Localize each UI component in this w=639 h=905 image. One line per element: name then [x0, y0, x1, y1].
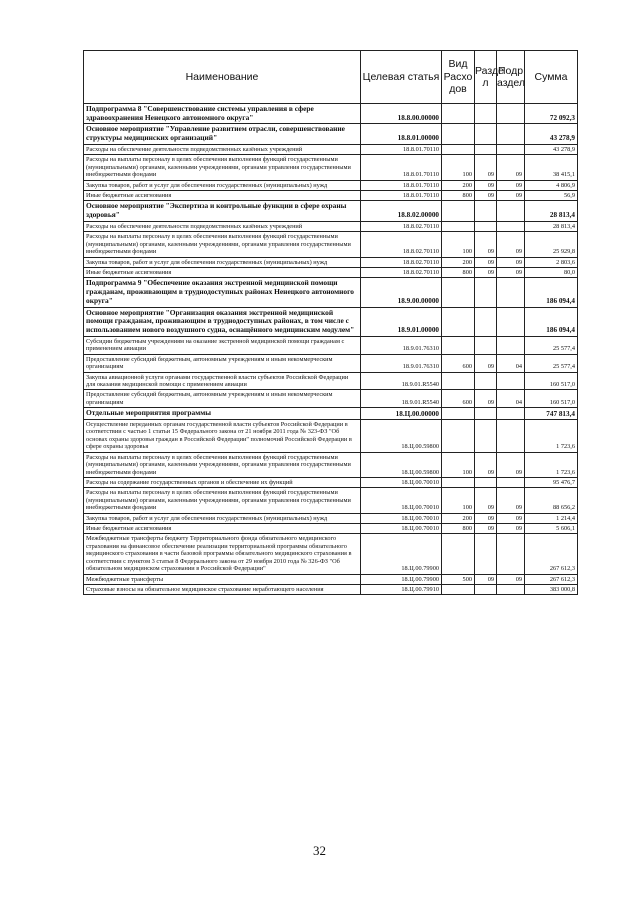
row-section — [475, 419, 497, 452]
row-subsection — [497, 221, 525, 231]
table-row — [84, 104, 578, 124]
row-expense-type: 800 — [442, 191, 475, 201]
row-article: 18.8.01.70110 — [361, 191, 442, 201]
row-name: Расходы на выплаты персоналу в целях обеспечения выполнения функций государственными (муниципальными) органами, казенными учреждениями, органами управления государственными внебюджетными фондами — [84, 232, 361, 257]
row-article: 18.Ц.00.59800 — [361, 419, 442, 452]
row-article: 18.8.01.70110 — [361, 144, 442, 154]
row-expense-type: 200 — [442, 257, 475, 267]
row-article: 18.8.01.00000 — [361, 124, 442, 144]
header-subsection: Подр аздел — [497, 51, 525, 104]
row-article: 18.Ц.00.70010 — [361, 477, 442, 487]
row-section — [475, 201, 497, 221]
row-article: 18.Ц.00.70010 — [361, 524, 442, 534]
row-expense-type — [442, 124, 475, 144]
row-sum: 1 723,6 — [525, 419, 578, 452]
row-subsection — [497, 307, 525, 336]
row-section: 09 — [475, 524, 497, 534]
table-row — [84, 488, 578, 513]
table-row — [84, 155, 578, 180]
row-section: 09 — [475, 574, 497, 584]
row-article: 18.Ц.00.79910 — [361, 585, 442, 595]
row-expense-type — [442, 104, 475, 124]
row-section — [475, 585, 497, 595]
row-article: 18.8.02.70110 — [361, 232, 442, 257]
page-number: 32 — [313, 843, 326, 858]
table-row — [84, 513, 578, 523]
row-subsection — [497, 124, 525, 144]
row-expense-type — [442, 477, 475, 487]
header-section: Разде л — [475, 51, 497, 104]
row-sum: 2 803,6 — [525, 257, 578, 267]
row-name: Подпрограмма 8 "Совершенствование системы управления в сфере здравоохранения Ненецкого автономного округа" — [84, 104, 361, 124]
row-subsection — [497, 534, 525, 574]
table-row — [84, 534, 578, 574]
table-row — [84, 307, 578, 336]
table-row — [84, 221, 578, 231]
row-subsection — [497, 372, 525, 390]
row-subsection: 04 — [497, 390, 525, 408]
row-name: Расходы на выплаты персоналу в целях обеспечения выполнения функций государственными (муниципальными) органами, казенными учреждениями, органами управления государственными внебюджетными фондами — [84, 155, 361, 180]
row-expense-type — [442, 307, 475, 336]
row-section — [475, 477, 497, 487]
row-subsection — [497, 201, 525, 221]
row-article: 18.8.01.70110 — [361, 180, 442, 190]
table-row — [84, 354, 578, 372]
row-article: 18.Ц.00.70010 — [361, 513, 442, 523]
table-row — [84, 408, 578, 420]
row-expense-type — [442, 372, 475, 390]
row-sum: 43 278,9 — [525, 124, 578, 144]
table-row — [84, 390, 578, 408]
row-sum: 56,9 — [525, 191, 578, 201]
row-expense-type: 800 — [442, 524, 475, 534]
row-expense-type: 100 — [442, 155, 475, 180]
row-section: 09 — [475, 268, 497, 278]
row-name: Иные бюджетные ассигнования — [84, 524, 361, 534]
row-subsection: 09 — [497, 488, 525, 513]
row-expense-type — [442, 534, 475, 574]
table-row — [84, 257, 578, 267]
row-section: 09 — [475, 232, 497, 257]
row-sum: 267 612,3 — [525, 574, 578, 584]
row-sum: 88 656,2 — [525, 488, 578, 513]
table-row — [84, 201, 578, 221]
table-row — [84, 419, 578, 452]
row-sum: 28 813,4 — [525, 221, 578, 231]
row-sum: 383 000,8 — [525, 585, 578, 595]
row-name: Расходы на выплаты персоналу в целях обеспечения выполнения функций государственными (муниципальными) органами, казенными учреждениями, органами управления государственными внебюджетными фондами — [84, 488, 361, 513]
row-name: Основное мероприятие "Управление развитием отрасли, совершенствование структуры медицинских организаций" — [84, 124, 361, 144]
row-sum: 5 606,1 — [525, 524, 578, 534]
row-section — [475, 534, 497, 574]
table-row — [84, 278, 578, 307]
row-article: 18.9.01.76310 — [361, 354, 442, 372]
table-row — [84, 524, 578, 534]
row-expense-type: 200 — [442, 180, 475, 190]
row-name: Основное мероприятие "Организация оказания экстренной медицинской помощи гражданам, проживающим в труднодоступных районах, в том числе с использованием нового воздушного судна, оснащённого медицинским модулем" — [84, 307, 361, 336]
row-article: 18.8.02.70110 — [361, 268, 442, 278]
row-name: Предоставление субсидий бюджетным, автономным учреждениям и иным некоммерческим организациям — [84, 354, 361, 372]
row-subsection — [497, 336, 525, 354]
row-subsection: 09 — [497, 257, 525, 267]
row-expense-type — [442, 585, 475, 595]
table-row — [84, 452, 578, 477]
table-row — [84, 180, 578, 190]
header-article: Целевая статья — [361, 51, 442, 104]
row-subsection: 09 — [497, 232, 525, 257]
row-article: 18.9.01.00000 — [361, 307, 442, 336]
row-name: Закупка товаров, работ и услуг для обеспечения государственных (муниципальных) нужд — [84, 513, 361, 523]
row-subsection: 09 — [497, 191, 525, 201]
row-expense-type: 800 — [442, 268, 475, 278]
row-section: 09 — [475, 354, 497, 372]
row-name: Закупка товаров, работ и услуг для обеспечения государственных (муниципальных) нужд — [84, 257, 361, 267]
row-name: Расходы на выплаты персоналу в целях обеспечения выполнения функций государственными (муниципальными) органами, казенными учреждениями, органами управления государственными внебюджетными фондами — [84, 452, 361, 477]
row-name: Иные бюджетные ассигнования — [84, 191, 361, 201]
row-subsection: 09 — [497, 180, 525, 190]
table-row — [84, 336, 578, 354]
row-article: 18.9.01.R5540 — [361, 372, 442, 390]
row-expense-type — [442, 201, 475, 221]
row-article: 18.Ц.00.79900 — [361, 534, 442, 574]
row-sum: 4 806,9 — [525, 180, 578, 190]
row-expense-type: 100 — [442, 452, 475, 477]
row-subsection — [497, 104, 525, 124]
table-row — [84, 268, 578, 278]
row-article: 18.9.01.R5540 — [361, 390, 442, 408]
row-name: Иные бюджетные ассигнования — [84, 268, 361, 278]
row-section: 09 — [475, 488, 497, 513]
table-row — [84, 372, 578, 390]
row-section — [475, 278, 497, 307]
row-name: Закупка товаров, работ и услуг для обеспечения государственных (муниципальных) нужд — [84, 180, 361, 190]
budget-table — [83, 50, 578, 595]
row-subsection: 09 — [497, 513, 525, 523]
row-article: 18.Ц.00.79900 — [361, 574, 442, 584]
table-row — [84, 191, 578, 201]
row-subsection — [497, 419, 525, 452]
row-name: Расходы на обеспечение деятельности подведомственных казённых учреждений — [84, 221, 361, 231]
row-section: 09 — [475, 513, 497, 523]
row-section — [475, 104, 497, 124]
row-subsection — [497, 408, 525, 420]
row-article: 18.9.00.00000 — [361, 278, 442, 307]
row-sum: 186 094,4 — [525, 307, 578, 336]
row-expense-type — [442, 408, 475, 420]
row-name: Межбюджетные трансферты бюджету Территориального фонда обязательного медицинского страхования на финансовое обеспечение реализации территориальной программы обязательного медицинского страхования в части базовой программы обязательного медицинского страхования в соответствии с пунктом 3 статьи 8 Федерального закона от 29 ноября 2010 года № 326-ФЗ "Об обязательном медицинском страховании в Российской Федерации" — [84, 534, 361, 574]
row-expense-type — [442, 221, 475, 231]
row-expense-type — [442, 419, 475, 452]
row-sum: 186 094,4 — [525, 278, 578, 307]
row-sum: 80,0 — [525, 268, 578, 278]
row-article: 18.8.02.70110 — [361, 221, 442, 231]
row-subsection: 04 — [497, 354, 525, 372]
row-sum: 72 092,3 — [525, 104, 578, 124]
row-sum: 25 929,8 — [525, 232, 578, 257]
row-subsection: 09 — [497, 452, 525, 477]
row-expense-type: 100 — [442, 488, 475, 513]
row-name: Отдельные мероприятия программы — [84, 408, 361, 420]
row-expense-type: 500 — [442, 574, 475, 584]
row-article: 18.8.02.00000 — [361, 201, 442, 221]
row-article: 18.8.01.70110 — [361, 155, 442, 180]
table-row — [84, 574, 578, 584]
row-sum: 25 577,4 — [525, 336, 578, 354]
row-section: 09 — [475, 155, 497, 180]
row-name: Предоставление субсидий бюджетным, автономным учреждениям и иным некоммерческим организациям — [84, 390, 361, 408]
row-name: Расходы на содержание государственных органов и обеспечение их функций — [84, 477, 361, 487]
row-name: Основное мероприятие "Экспертиза и контрольные функции в сфере охраны здоровья" — [84, 201, 361, 221]
row-sum: 1 214,4 — [525, 513, 578, 523]
table-row — [84, 232, 578, 257]
row-subsection — [497, 585, 525, 595]
row-name: Расходы на обеспечение деятельности подведомственных казённых учреждений — [84, 144, 361, 154]
row-name: Страховые взносы на обязательное медицинское страхование неработающего населения — [84, 585, 361, 595]
row-subsection — [497, 144, 525, 154]
row-expense-type: 600 — [442, 390, 475, 408]
row-name: Межбюджетные трансферты — [84, 574, 361, 584]
header-sum: Сумма — [525, 51, 578, 104]
row-sum: 160 517,0 — [525, 390, 578, 408]
row-expense-type: 600 — [442, 354, 475, 372]
row-sum: 28 813,4 — [525, 201, 578, 221]
row-sum: 25 577,4 — [525, 354, 578, 372]
row-sum: 95 476,7 — [525, 477, 578, 487]
row-name: Субсидии бюджетным учреждениям на оказание экстренной медицинской помощи гражданам с применением авиации — [84, 336, 361, 354]
table-row — [84, 124, 578, 144]
row-sum: 747 813,4 — [525, 408, 578, 420]
row-sum: 38 415,1 — [525, 155, 578, 180]
row-section — [475, 144, 497, 154]
row-expense-type — [442, 278, 475, 307]
row-name: Подпрограмма 9 "Обеспечение оказания экстренной медицинской помощи гражданам, проживающим в труднодоступных районах Ненецкого автономного округа" — [84, 278, 361, 307]
table-row — [84, 585, 578, 595]
row-subsection: 09 — [497, 524, 525, 534]
row-sum: 43 278,9 — [525, 144, 578, 154]
row-expense-type: 100 — [442, 232, 475, 257]
table-row — [84, 144, 578, 154]
row-article: 18.8.00.00000 — [361, 104, 442, 124]
row-sum: 160 517,0 — [525, 372, 578, 390]
row-subsection: 09 — [497, 155, 525, 180]
row-article: 18.Ц.00.70010 — [361, 488, 442, 513]
row-section: 09 — [475, 452, 497, 477]
row-article: 18.8.02.70110 — [361, 257, 442, 267]
row-subsection — [497, 477, 525, 487]
row-sum: 267 612,3 — [525, 534, 578, 574]
header-expense-type: Вид Расхо дов — [442, 51, 475, 104]
row-expense-type — [442, 336, 475, 354]
row-article: 18.9.01.76310 — [361, 336, 442, 354]
row-section — [475, 408, 497, 420]
table-body — [84, 104, 578, 595]
row-section — [475, 372, 497, 390]
row-section: 09 — [475, 390, 497, 408]
row-name: Осуществление переданных органам государственной власти субъектов Российской Федерации в соответствии с частью 1 статьи 15 Федерального закона от 21 ноября 2011 года № 323-ФЗ "Об основах охраны здоровья граждан в Российской Федерации" полномочий Российской Федерации в сфере охраны здоровья — [84, 419, 361, 452]
row-section — [475, 336, 497, 354]
row-section — [475, 307, 497, 336]
row-section — [475, 124, 497, 144]
row-subsection — [497, 278, 525, 307]
row-article: 18.Ц.00.00000 — [361, 408, 442, 420]
row-section: 09 — [475, 180, 497, 190]
row-section — [475, 221, 497, 231]
table-row — [84, 477, 578, 487]
row-subsection: 09 — [497, 574, 525, 584]
row-expense-type — [442, 144, 475, 154]
header-name: Наименование — [84, 51, 361, 104]
row-section: 09 — [475, 257, 497, 267]
row-name: Закупка авиационной услуги органами государственной власти субъектов Российской Федерации для оказания медицинской помощи с применением авиации — [84, 372, 361, 390]
table-header-row — [84, 51, 578, 104]
row-sum: 1 723,6 — [525, 452, 578, 477]
row-section: 09 — [475, 191, 497, 201]
row-expense-type: 200 — [442, 513, 475, 523]
row-article: 18.Ц.00.59800 — [361, 452, 442, 477]
row-subsection: 09 — [497, 268, 525, 278]
